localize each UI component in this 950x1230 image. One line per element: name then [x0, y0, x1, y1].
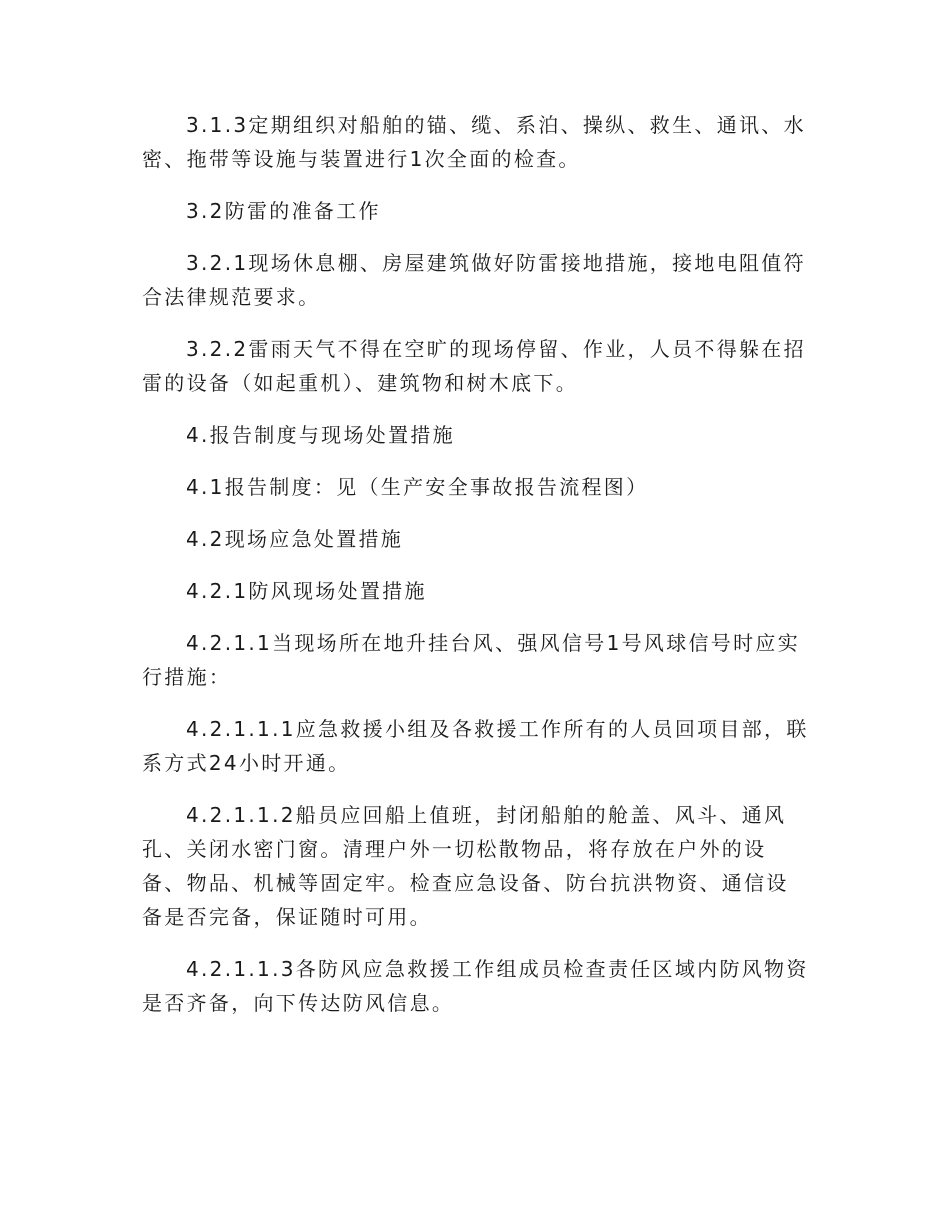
paragraph-4-2-1-1-2: 4.2.1.1.2船员应回船上值班，封闭船舶的舱盖、风斗、通风孔、关闭水密门窗。清理户外一切松散物品，将存放在户外的设备、物品、机械等固定牢。检查应急设备、防台抗洪物资、通信设备是否完备，保证随时可用。 [142, 803, 789, 929]
paragraph-4-1: 4.1报告制度：见（生产安全事故报告流程图） [186, 475, 649, 499]
paragraph-3-2-1: 3.2.1现场休息棚、房屋建筑做好防雷接地措施，接地电阻值符合法律规范要求。 [142, 251, 806, 309]
heading-3-2: 3.2防雷的准备工作 [186, 199, 381, 223]
heading-4: 4.报告制度与现场处置措施 [186, 423, 455, 447]
document-body [142, 108, 810, 1020]
paragraph-4-2-1-1-3: 4.2.1.1.3各防风应急救援工作组成员检查责任区域内防风物资是否齐备，向下传达防风信息。 [142, 957, 809, 1015]
paragraph-3-2-2: 3.2.2雷雨天气不得在空旷的现场停留、作业，人员不得躲在招雷的设备（如起重机）、建筑物和树木底下。 [142, 337, 806, 395]
heading-4-2-1: 4.2.1防风现场处置措施 [186, 579, 427, 603]
paragraph-3-1-3: 3.1.3定期组织对船舶的锚、缆、系泊、操纵、救生、通讯、水密、拖带等设施与装置进行1次全面的检查。 [142, 113, 806, 171]
paragraph-4-2-1-1-1: 4.2.1.1.1应急救援小组及各救援工作所有的人员回项目部，联系方式24小时开通。 [142, 717, 809, 775]
heading-4-2: 4.2现场应急处置措施 [186, 527, 404, 551]
paragraph-4-2-1-1: 4.2.1.1当现场所在地升挂台风、强风信号1号风球信号时应实行措施： [142, 631, 800, 689]
